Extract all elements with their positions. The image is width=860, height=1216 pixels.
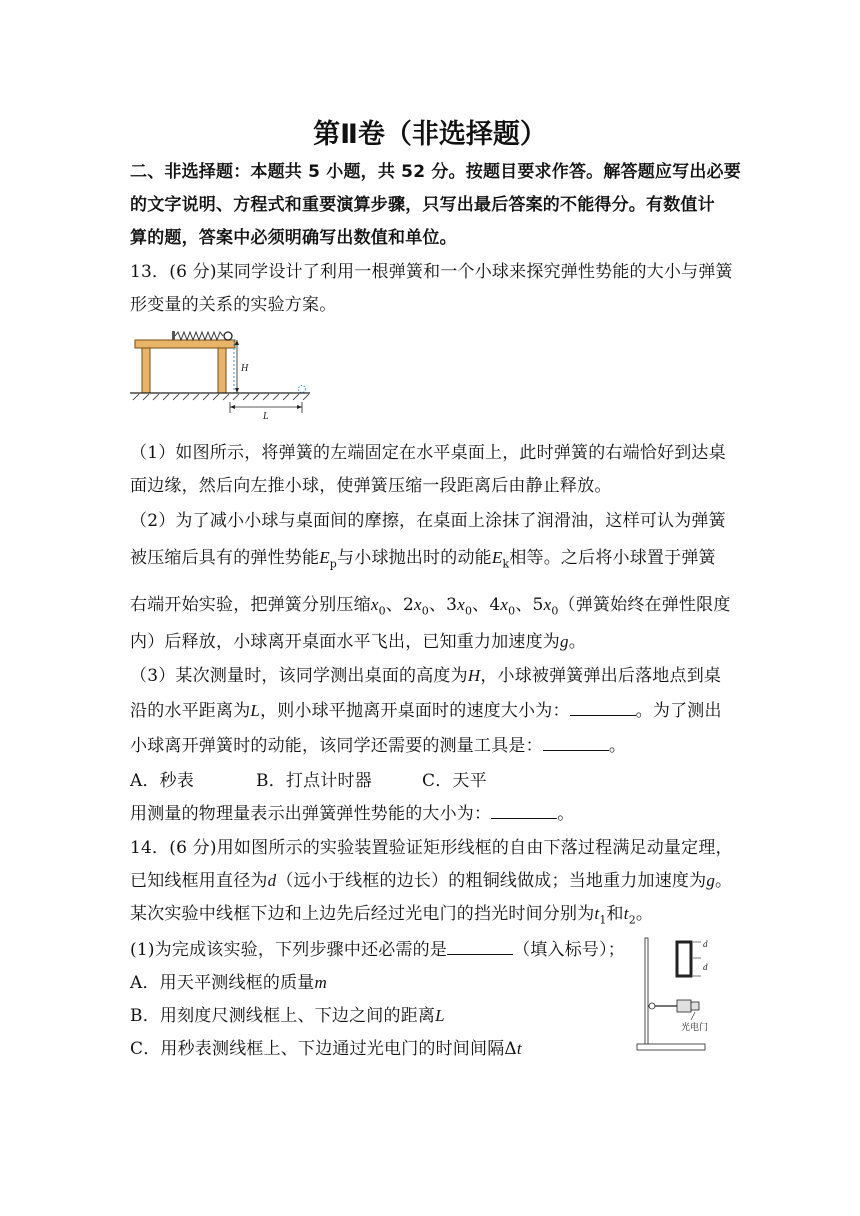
q13-stem-line-1: 13．(6 分)某同学设计了利用一根弹簧和一个小球来探究弹性势能的大小与弹簧 [130, 262, 733, 282]
q13-step3-line-2: 沿的水平距离为L，则小球平抛离开桌面时的速度大小为： 。为了测出 [130, 701, 722, 721]
table-leg-left [142, 348, 150, 393]
ball [224, 332, 232, 340]
instructions-line-1: 二、非选择题：本题共 5 小题，共 52 分。按题目要求作答。解答题应写出必要 [130, 162, 741, 182]
q13-step3-line-3: 小球离开弹簧时的动能，该同学还需要的测量工具是： 。 [130, 736, 627, 756]
stand-pole [645, 938, 648, 1046]
wire-frame [677, 942, 691, 976]
tabletop [135, 340, 235, 348]
q13-stem-line-2: 形变量的关系的实验方案。 [130, 295, 337, 315]
q14-option-b: B．用刻度尺测线框上、下边之间的距离L [130, 1006, 445, 1026]
table-spring-figure [130, 325, 310, 420]
q13-step2-line-3: 右端开始实验，把弹簧分别压缩$x_0$、$2x_0$、$3x_0$、$4x_0$、$5x_0$（弹簧始终在弹性限度 [130, 595, 731, 618]
instructions-line-2: 的文字说明、方程式和重要演算步骤，只写出最后答案的不能得分。有数值计 [130, 195, 715, 215]
q14-stem-line-3: 某次实验中线框下边和上边先后经过光电门的挡光时间分别为$t_1$和$t_2$。 [130, 904, 654, 927]
q13-step2-line-1: （2）为了减小小球与桌面间的摩擦，在桌面上涂抹了润滑油，这样可认为弹簧 [130, 511, 726, 531]
q14-sub1-line: (1)为完成该实验，下列步骤中还必需的是 （填入标号）； [130, 940, 625, 960]
q13-step2-line-2: 被压缩后具有的弹性势能$E_p$与小球抛出时的动能$E_k$相等。之后将小球置于弹簧 [130, 548, 716, 571]
stand-base [637, 1044, 705, 1050]
label-H: H [241, 363, 249, 374]
q13-option-b: B．打点计时器 [256, 771, 372, 791]
q14-stem-line-1: 14．(6 分)用如图所示的实验装置验证矩形线框的自由下落过程满足动量定理， [130, 838, 733, 858]
photogate [677, 1000, 691, 1012]
q13-step2-line-4: 内）后释放，小球离开桌面水平飞出，已知重力加速度为g。 [130, 632, 586, 652]
answer-blank-tool[interactable] [543, 736, 609, 751]
q13-step1-line-1: （1）如图所示，将弹簧的左端固定在水平桌面上，此时弹簧的右端恰好到达桌 [130, 443, 726, 463]
photogate-figure [635, 930, 720, 1058]
spring [175, 332, 223, 340]
q14-option-c: C．用秒表测线框上、下边通过光电门的时间间隔Δt [130, 1039, 522, 1059]
answer-blank-energy[interactable] [491, 804, 557, 819]
q13-step4-line: 用测量的物理量表示出弹簧弹性势能的大小为： 。 [130, 804, 575, 824]
q14-option-a: A．用天平测线框的质量m [130, 973, 327, 993]
q13-step1-line-2: 面边缘，然后向左推小球，使弹簧压缩一段距离后由静止释放。 [130, 476, 612, 496]
q13-option-a: A．秒表 [130, 771, 195, 791]
label-L: L [263, 411, 269, 420]
answer-blank-velocity[interactable] [570, 701, 636, 716]
landing-ball [299, 386, 306, 393]
page-title: 第Ⅱ卷（非选择题） [313, 119, 547, 150]
table-leg-right [218, 348, 226, 393]
label-d-bottom: d [703, 962, 708, 972]
answer-blank-steps[interactable] [447, 940, 513, 955]
q13-step3-line-1: （3）某次测量时，该同学测出桌面的高度为H，小球被弹簧弹出后落地点到桌 [130, 666, 722, 686]
instructions-line-3: 算的题，答案中必须明确写出数值和单位。 [130, 228, 457, 248]
q14-stem-line-2: 已知线框用直径为d（远小于线框的边长）的粗铜线做成；当地重力加速度为g。 [130, 871, 733, 891]
photogate-label: 光电门 [681, 1023, 709, 1033]
q13-option-c: C．天平 [422, 771, 487, 791]
label-d-top: d [703, 939, 708, 949]
